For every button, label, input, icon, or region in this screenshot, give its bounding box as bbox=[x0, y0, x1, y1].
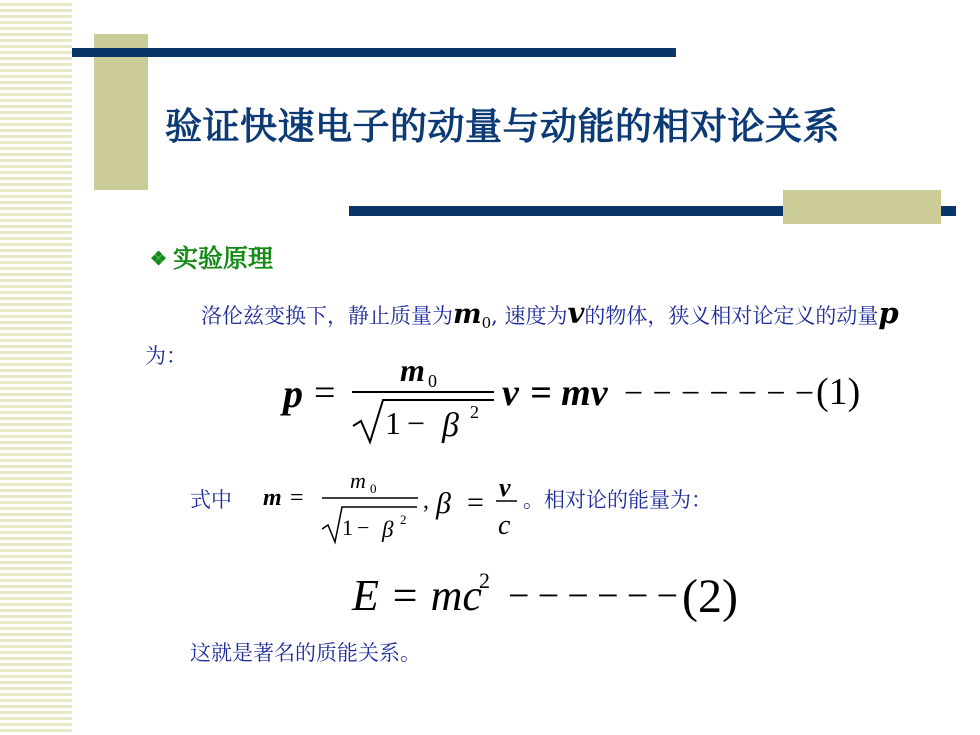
eq2-number: (2) bbox=[682, 570, 738, 623]
eq1-rhs: = mv bbox=[530, 372, 608, 414]
where-prefix: 式中 bbox=[190, 488, 232, 512]
eq2-text: E = mc bbox=[352, 571, 482, 620]
eq1-equals: = bbox=[314, 372, 336, 414]
where-v: v bbox=[499, 473, 511, 502]
where-c: c bbox=[498, 510, 511, 541]
intro-part3: 的物体，狭义相对论定义的动量 bbox=[584, 304, 879, 328]
eq1-minus: − bbox=[407, 405, 426, 441]
slide-title: 验证快速电子的动量与动能的相对论关系 bbox=[165, 104, 840, 148]
eq2-exp: 2 bbox=[479, 568, 490, 593]
where-numerator-sub: 0 bbox=[370, 481, 377, 496]
where-beta-def: β bbox=[436, 487, 451, 520]
eq1-numerator-sub: 0 bbox=[428, 371, 437, 391]
m0-subscript: 0 bbox=[481, 314, 492, 333]
eq1-v: v bbox=[502, 372, 519, 414]
where-suffix: 。相对论的能量为： bbox=[523, 488, 712, 512]
conclusion-text: 这就是著名的质能关系。 bbox=[190, 641, 421, 665]
eq2-dashes: −−−−−− bbox=[508, 575, 678, 617]
eq1-beta-exp: 2 bbox=[470, 402, 479, 422]
where-beta: β bbox=[382, 517, 394, 542]
v-symbol: v bbox=[567, 296, 585, 330]
section-heading-text: 实验原理 bbox=[173, 244, 274, 273]
where-equals: = bbox=[290, 485, 304, 511]
where-beta-exp: 2 bbox=[400, 512, 407, 527]
where-beta-equals: = bbox=[467, 486, 484, 519]
eq1-number: (1) bbox=[816, 371, 861, 413]
eq1-sqrt-one: 1 bbox=[385, 405, 401, 441]
where-numerator-m: m bbox=[350, 468, 366, 493]
intro-part1: 洛伦兹变换下，静止质量为 bbox=[201, 304, 453, 328]
eq1-dashes: −−−−−−− bbox=[624, 375, 814, 412]
where-m: m bbox=[263, 485, 282, 511]
intro-part4: 为： bbox=[145, 344, 187, 369]
where-minus: − bbox=[357, 515, 370, 540]
where-sqrt-one: 1 bbox=[342, 515, 353, 540]
diamond-bullet-icon: ❖ bbox=[150, 248, 168, 270]
m0-symbol: m bbox=[453, 299, 482, 330]
where-comma: , bbox=[423, 488, 429, 514]
eq1-beta: β bbox=[442, 407, 459, 444]
p-symbol: p bbox=[878, 296, 899, 330]
eq1-lhs-p: p bbox=[283, 371, 303, 416]
eq1-numerator-m: m bbox=[400, 352, 425, 388]
intro-part2: , 速度为 bbox=[491, 304, 568, 328]
